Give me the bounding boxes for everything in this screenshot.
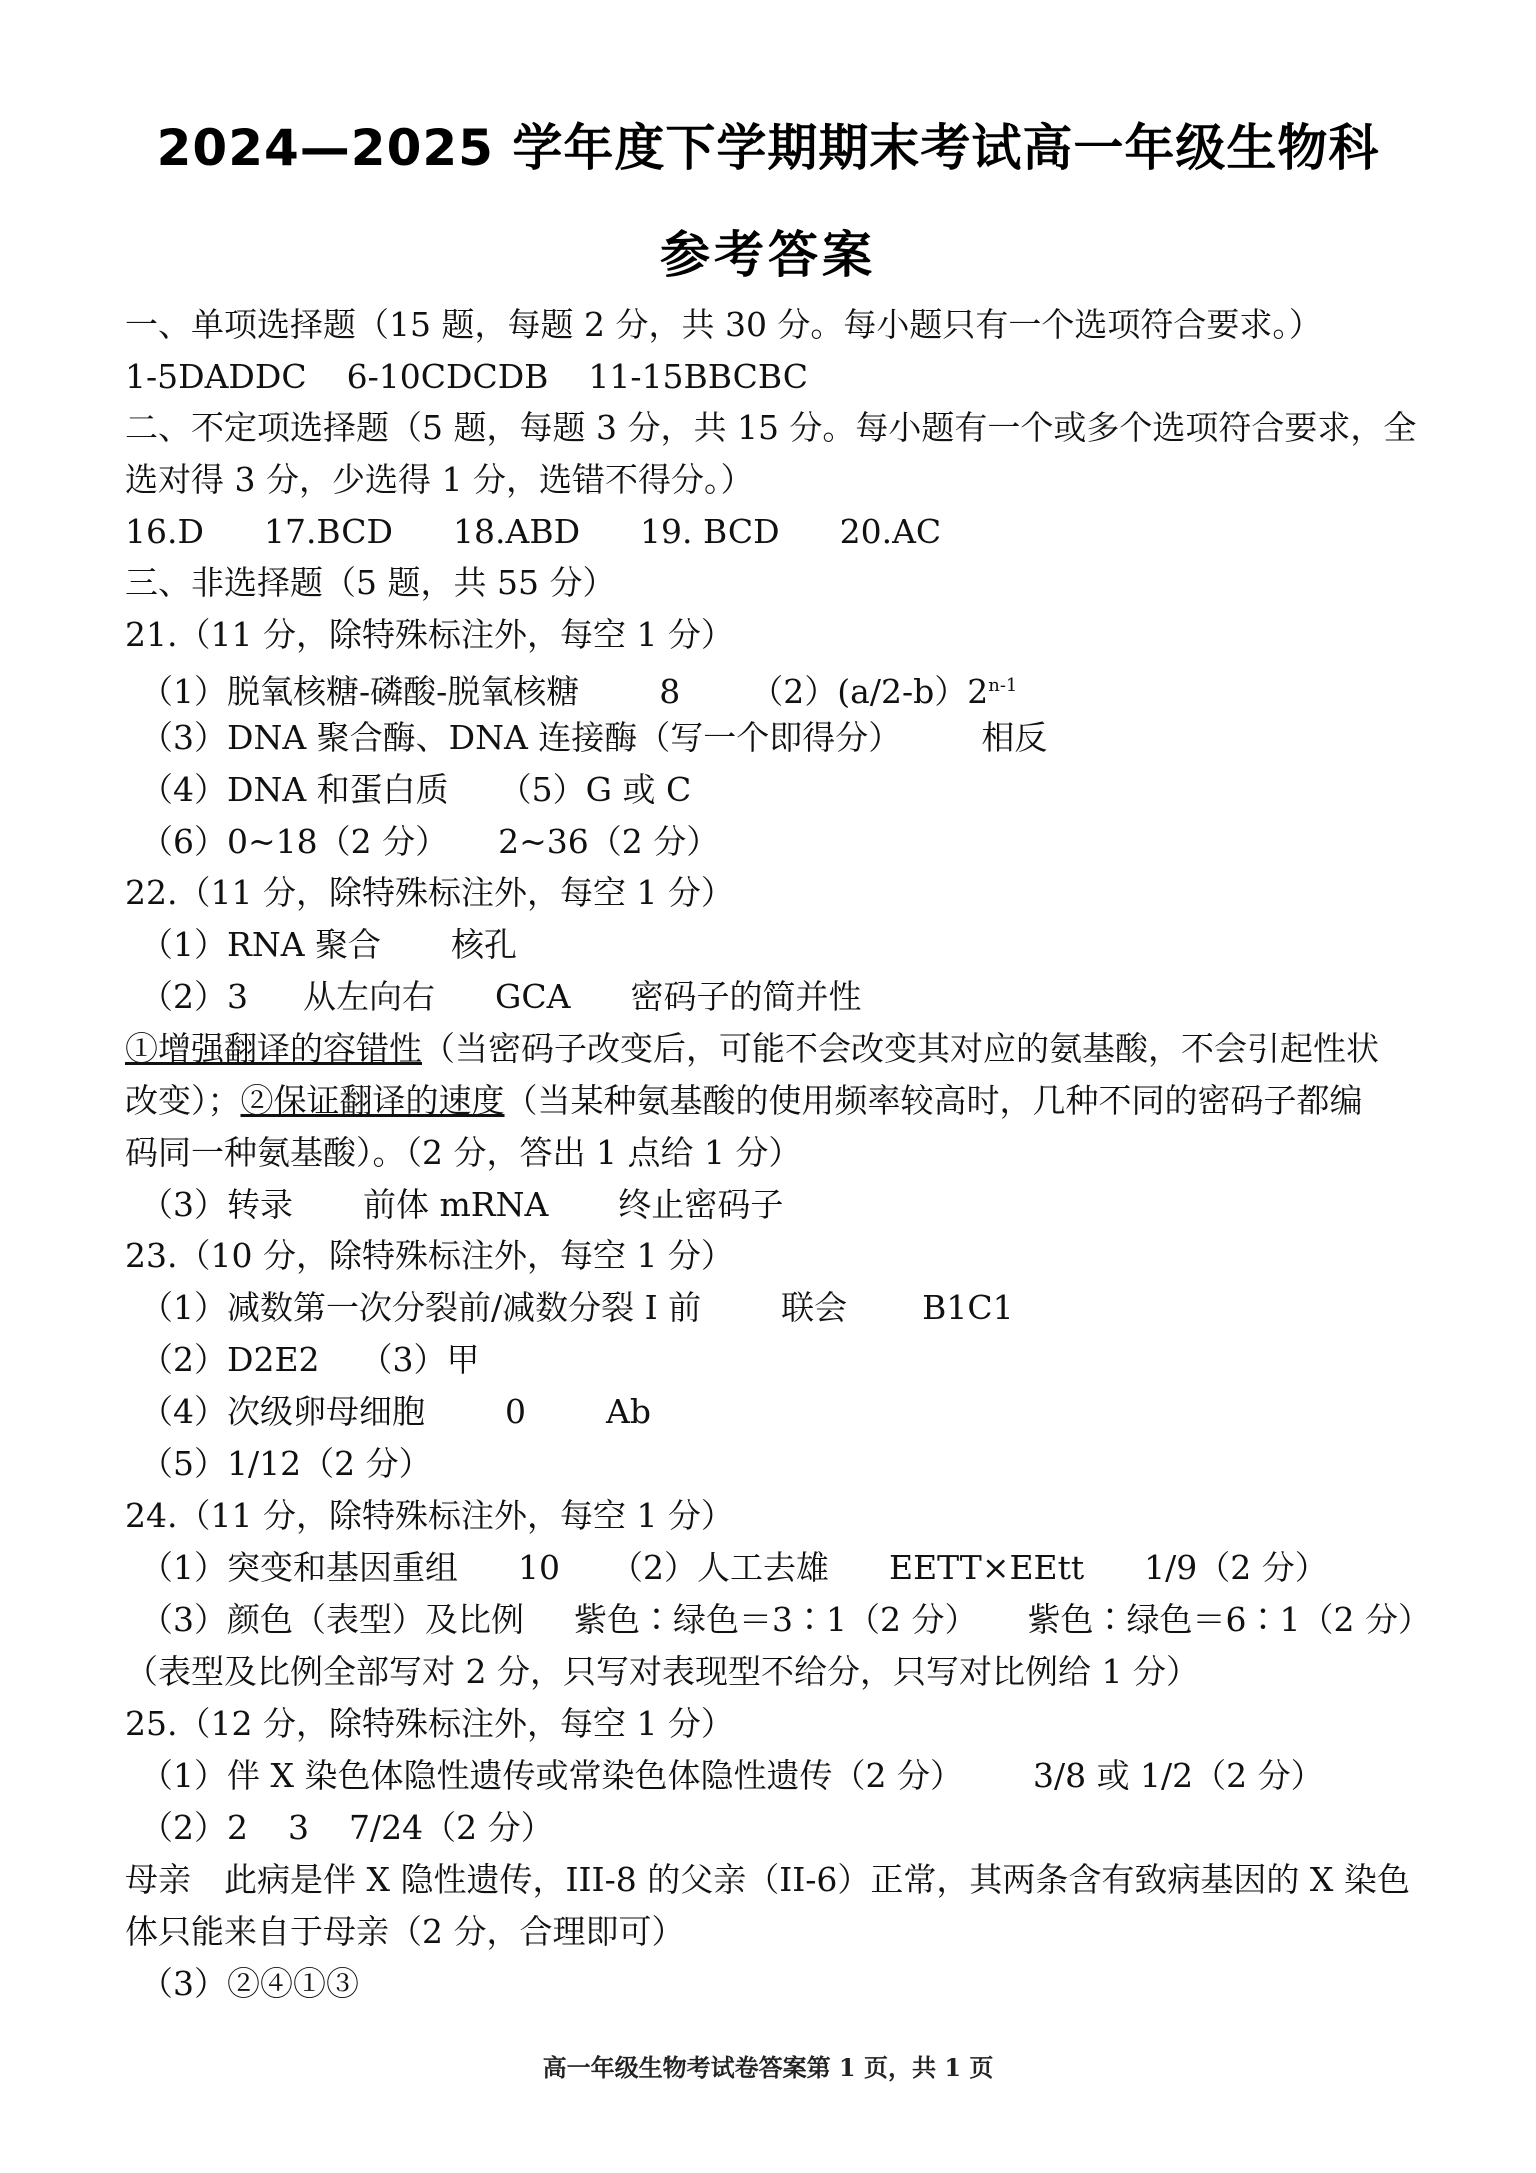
q24-note: （表型及比例全部写对 2 分，只写对表现型不给分，只写对比例给 1 分） (125, 1652, 1199, 1691)
q24-header: 24.（11 分，除特殊标注外，每空 1 分） (125, 1496, 734, 1535)
q24-answer-3: （3）颜色（表型）及比例 (140, 1600, 524, 1639)
q22-answer-3c: 终止密码子 (618, 1185, 784, 1224)
answer-20: 20.AC (839, 512, 942, 551)
q24-line1 (140, 1548, 1328, 1588)
q21-header: 21.（11 分，除特殊标注外，每空 1 分） (125, 615, 734, 654)
q24-answer-2c: 1/9（2 分） (1144, 1548, 1328, 1587)
q22-point-2-detail: （当某种氨基酸的使用频率较高时，几种不同的密码子都编 (504, 1081, 1363, 1120)
q21-answer-6b: 2~36（2 分） (498, 822, 720, 861)
q21-answer-2-exponent: n-1 (988, 675, 1018, 696)
q24-answer-3c: 紫色∶绿色＝6∶1（2 分） (1027, 1600, 1431, 1639)
q22-answer-1: （1）RNA 聚合 (140, 925, 382, 964)
q22-point-1-detail: （当密码子改变后，可能不会改变其对应的氨基酸，不会引起性状 (422, 1029, 1379, 1068)
q24-answer-1: （1）突变和基因重组 (140, 1548, 458, 1587)
q25-line2 (140, 1808, 554, 1848)
q24-answer-1b: 10 (518, 1548, 560, 1587)
q21-answer-3b: 相反 (981, 718, 1048, 757)
q25-explain-line2: 体只能来自于母亲（2 分，合理即可） (125, 1912, 685, 1951)
q21-answer-6: （6）0~18（2 分） (140, 822, 449, 861)
q21-answer-1b: 8 (659, 672, 681, 711)
q22-answer-2d: 密码子的简并性 (630, 977, 862, 1016)
q23-answer-1c: B1C1 (922, 1288, 1014, 1327)
q23-answer-3: （3）甲 (359, 1340, 480, 1379)
section2-heading-line2: 选对得 3 分，少选得 1 分，选错不得分。） (125, 460, 754, 499)
q24-line2 (140, 1600, 1431, 1640)
answer-1-5: 1-5DADDC (125, 357, 307, 396)
q22-answer-2b: 从左向右 (303, 977, 435, 1016)
q23-answer-5: （5）1/12（2 分） (140, 1444, 432, 1483)
q23-answer-4: （4）次级卵母细胞 (140, 1392, 425, 1431)
section3-heading: 三、非选择题（5 题，共 55 分） (125, 563, 616, 602)
answer-11-15: 11-15BBCBC (588, 357, 809, 396)
q22-answer-1b: 核孔 (451, 925, 518, 964)
q21-answer-2 (750, 666, 1017, 712)
section1-heading: 一、单项选择题（15 题，每题 2 分，共 30 分。每小题只有一个选项符合要求。） (125, 305, 1322, 344)
q23-line1 (140, 1288, 1014, 1328)
q24-answer-2: （2）人工去雄 (610, 1548, 829, 1587)
answer-18: 18.ABD (453, 512, 581, 551)
section2-answers (125, 512, 941, 552)
q23-answer-4b: 0 (505, 1392, 526, 1431)
answer-17: 17.BCD (263, 512, 394, 551)
q21-line1 (140, 666, 1017, 712)
q22-answer-3: （3）转录 (140, 1185, 293, 1224)
q25-answer-2b: 3 (288, 1808, 309, 1847)
q21-answer-4: （4）DNA 和蛋白质 (140, 770, 449, 809)
q22-point-1: ①增强翻译的容错性 (125, 1029, 422, 1068)
q25-answer-3: （3）②④①③ (140, 1964, 359, 2003)
answer-16: 16.D (125, 512, 204, 551)
page-title: 2024—2025 学年度下学期期末考试高一年级生物科 (156, 119, 1380, 177)
q25-header: 25.（12 分，除特殊标注外，每空 1 分） (125, 1704, 734, 1743)
q24-answer-2b: EETT×EEtt (889, 1548, 1085, 1587)
q22-answer-3b: 前体 mRNA (363, 1185, 549, 1224)
q22-point-2: ②保证翻译的速度 (240, 1081, 505, 1120)
q21-line2 (140, 718, 1047, 758)
q23-answer-1: （1）减数第一次分裂前/减数分裂 I 前 (140, 1288, 702, 1327)
q23-answer-2: （2）D2E2 (140, 1340, 320, 1379)
q22-explain-line2 (125, 1081, 1363, 1121)
page-subtitle: 参考答案 (660, 226, 876, 284)
q21-answer-1: （1）脱氧核糖-磷酸-脱氧核糖 (140, 672, 580, 711)
q23-line3 (140, 1392, 651, 1432)
q21-answer-2-text: （2）(a/2-b）2 (750, 672, 989, 711)
q22-answer-2: （2）3 (140, 977, 248, 1016)
q25-answer-2: （2）2 (140, 1808, 248, 1847)
answer-6-10: 6-10CDCDB (346, 357, 549, 396)
q22-header: 22.（11 分，除特殊标注外，每空 1 分） (125, 873, 734, 912)
q24-answer-3b: 紫色∶绿色＝3∶1（2 分） (574, 1600, 978, 1639)
q22-line3 (140, 1185, 783, 1225)
q22-point-1-end: 改变）； (125, 1081, 241, 1120)
section1-answers (125, 357, 808, 397)
q23-header: 23.（10 分，除特殊标注外，每空 1 分） (125, 1236, 734, 1275)
q22-answer-2c: GCA (495, 977, 571, 1016)
q25-explain-line1: 母亲 此病是伴 X 隐性遗传，III-8 的父亲（II-6）正常，其两条含有致病基因的 X 染色 (125, 1860, 1410, 1899)
q21-answer-5: （5）G 或 C (498, 770, 692, 809)
q21-answer-3: （3）DNA 聚合酶、DNA 连接酶（写一个即得分） (140, 718, 902, 757)
section2-heading-line1: 二、不定项选择题（5 题，每题 3 分，共 15 分。每小题有一个或多个选项符合要求，全 (125, 408, 1417, 447)
answer-19: 19. BCD (640, 512, 780, 551)
q21-line3 (140, 770, 691, 810)
q22-explain-line1 (125, 1029, 1379, 1069)
q22-line1 (140, 925, 517, 965)
q22-explain-line3: 码同一种氨基酸）。（2 分，答出 1 点给 1 分） (125, 1133, 802, 1172)
q23-answer-4c: Ab (606, 1392, 651, 1431)
page-footer: 高一年级生物考试卷答案第 1 页，共 1 页 (542, 2053, 994, 2082)
q25-line1 (140, 1756, 1324, 1796)
q25-answer-1b: 3/8 或 1/2（2 分） (1032, 1756, 1324, 1795)
q23-line2 (140, 1340, 480, 1380)
q25-answer-1: （1）伴 X 染色体隐性遗传或常染色体隐性遗传（2 分） (140, 1756, 963, 1795)
q25-answer-2c: 7/24（2 分） (349, 1808, 554, 1847)
q22-line2 (140, 977, 861, 1017)
q23-answer-1b: 联会 (781, 1288, 848, 1327)
q21-line4 (140, 822, 719, 862)
